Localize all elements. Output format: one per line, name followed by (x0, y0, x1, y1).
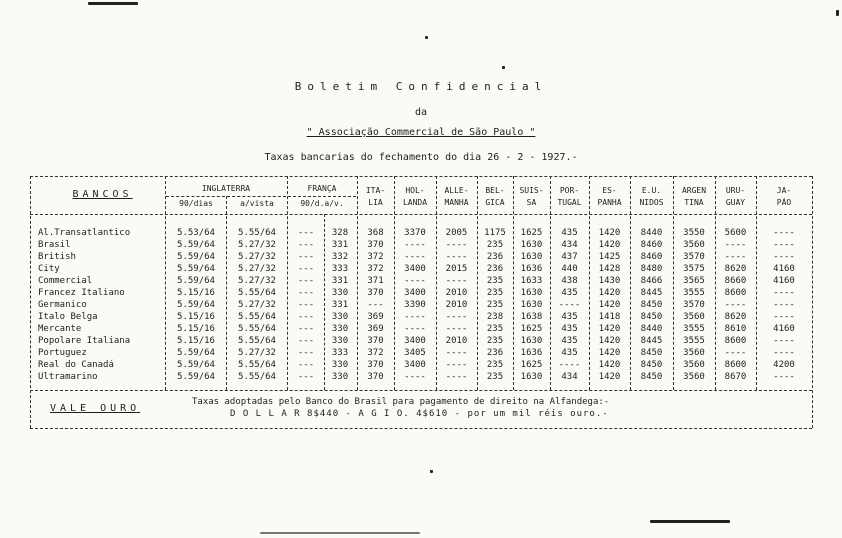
rate-cell: 1420 (598, 360, 621, 370)
rate-cell: 5.15/16 (177, 336, 215, 346)
rate-cell: 434 (561, 372, 578, 382)
rate-cell: 3560 (683, 372, 705, 382)
header-argentina: ARGEN (681, 186, 707, 195)
rate-cell: ---- (773, 372, 795, 382)
rate-cell: ---- (773, 288, 795, 298)
header-franca-sub: 90/d.a/v. (300, 199, 344, 208)
rate-cell: 235 (486, 300, 504, 310)
header-bancos: BANCOS (72, 190, 133, 200)
rate-cell: ---- (724, 252, 747, 262)
scan-edge-mark (650, 520, 730, 523)
rate-cell: 331 (331, 240, 349, 250)
column-divider (756, 176, 757, 390)
rate-cell: 372 (367, 264, 384, 274)
header-hespanha: ES- (602, 186, 617, 195)
rate-cell: ---- (445, 240, 468, 250)
rate-cell: 1636 (520, 264, 543, 274)
subheader-divider (288, 196, 356, 197)
rate-cell: 236 (486, 252, 504, 262)
rate-cell: 3400 (404, 336, 426, 346)
rate-cell: 372 (367, 348, 384, 358)
rate-cell: --- (297, 228, 315, 238)
rate-cell: 3555 (683, 288, 705, 298)
bank-name: Mercante (38, 324, 82, 334)
rate-cell: 435 (561, 288, 578, 298)
rate-cell: ---- (773, 336, 795, 346)
rate-cell: 370 (367, 288, 384, 298)
rate-cell: ---- (445, 360, 468, 370)
column-divider (589, 176, 590, 390)
table-body-border (30, 390, 812, 391)
rate-cell: 1418 (598, 312, 621, 322)
rate-cell: ---- (404, 312, 426, 322)
header-italia: ITA- (365, 186, 386, 195)
rate-cell: --- (297, 324, 315, 334)
rate-cell: ---- (445, 372, 468, 382)
rate-cell: 3405 (404, 348, 426, 358)
rate-cell: 8450 (640, 300, 663, 310)
rate-cell: 1630 (520, 372, 543, 382)
header-suissa-sub: SA (526, 198, 537, 207)
rate-cell: 235 (486, 372, 504, 382)
rates-subtitle: Taxas bancarias do fechamento do dia 26 - 2 - 1927.- (264, 152, 578, 163)
header-eu-sub: NIDOS (639, 198, 664, 207)
rate-cell: 5.27/32 (238, 276, 276, 286)
bank-name: Italo Belga (38, 312, 98, 322)
rate-cell: 372 (367, 252, 384, 262)
rate-cell: 330 (331, 336, 349, 346)
table-right-border (812, 176, 813, 428)
rate-cell: 333 (331, 264, 349, 274)
rate-cell: 2005 (445, 228, 468, 238)
rate-cell: 370 (367, 336, 384, 346)
header-japao: JA- (776, 186, 792, 195)
rate-cell: 368 (367, 228, 384, 238)
rate-cell: 5.15/16 (177, 312, 215, 322)
rate-cell: 236 (486, 264, 504, 274)
bank-name: Commercial (38, 276, 93, 286)
rate-cell: 5.59/64 (177, 264, 215, 274)
rate-cell: 2010 (445, 300, 468, 310)
rate-cell: 5.55/64 (238, 228, 276, 238)
rate-cell: 235 (486, 360, 504, 370)
rate-cell: --- (297, 252, 315, 262)
rate-cell: --- (297, 372, 315, 382)
rate-cell: 1636 (520, 348, 543, 358)
header-hespanha-sub: PANHA (597, 198, 622, 207)
rate-cell: --- (297, 264, 315, 274)
rate-cell: 1420 (598, 288, 621, 298)
rate-cell: 5.55/64 (238, 312, 276, 322)
rate-cell: 3370 (404, 228, 426, 238)
rate-cell: 8460 (640, 240, 663, 250)
rate-cell: 3555 (683, 336, 705, 346)
rate-cell: 440 (561, 264, 578, 274)
table-header-border (30, 214, 812, 215)
header-belgica-sub: GICA (485, 198, 505, 207)
rate-cell: 1630 (520, 336, 543, 346)
rate-cell: 435 (561, 348, 578, 358)
header-portugal-sub: TUGAL (557, 198, 582, 207)
vale-ouro-label: VALE OURO (50, 403, 141, 414)
table-top-border (30, 176, 812, 177)
rate-cell: ---- (445, 348, 468, 358)
header-hollanda: HOL- (405, 186, 425, 195)
rate-cell: 8660 (724, 276, 747, 286)
rate-cell: 330 (331, 372, 349, 382)
rate-cell: 3560 (683, 348, 705, 358)
rate-cell: 3560 (683, 360, 705, 370)
rate-cell: ---- (773, 228, 795, 238)
rate-cell: 8450 (640, 372, 663, 382)
bank-name: British (38, 252, 76, 262)
rate-cell: 435 (561, 324, 578, 334)
rate-cell: 4160 (773, 264, 795, 274)
header-eu: E.U. (641, 186, 662, 195)
rate-cell: 5.27/32 (238, 252, 276, 262)
header-italia-sub: LIA (368, 198, 383, 207)
rate-cell: 330 (331, 288, 349, 298)
rate-cell: 8445 (640, 288, 663, 298)
bank-name: Ultramarino (38, 372, 98, 382)
rate-cell: 435 (561, 228, 578, 238)
rate-cell: 5600 (724, 228, 747, 238)
rate-cell: 5.59/64 (177, 372, 215, 382)
header-uruguay-sub: GUAY (725, 198, 746, 207)
rate-cell: ---- (773, 252, 795, 262)
rate-cell: 8440 (640, 228, 663, 238)
da-label: da (414, 107, 428, 118)
bank-name: Germanico (38, 300, 87, 310)
rate-cell: 1420 (598, 324, 621, 334)
rate-cell: 5.15/16 (177, 324, 215, 334)
rate-cell: 371 (367, 276, 384, 286)
rate-cell: 1630 (520, 252, 543, 262)
table-bottom-border (30, 428, 812, 429)
rate-cell: 1625 (520, 228, 543, 238)
rate-cell: 332 (331, 252, 349, 262)
rate-cell: 5.27/32 (238, 264, 276, 274)
rate-cell: 235 (486, 324, 504, 334)
rate-cell: 8600 (724, 360, 747, 370)
rate-cell: 2010 (445, 336, 468, 346)
rate-cell: 331 (331, 276, 349, 286)
rate-cell: 1420 (598, 372, 621, 382)
rate-cell: 5.59/64 (177, 252, 215, 262)
rate-cell: 1420 (598, 228, 621, 238)
rate-cell: 1425 (598, 252, 621, 262)
rate-cell: 5.59/64 (177, 360, 215, 370)
rate-cell: 1633 (520, 276, 543, 286)
rate-cell: 333 (331, 348, 349, 358)
rate-cell: ---- (773, 348, 795, 358)
column-divider (357, 176, 358, 390)
header-allemanha: ALLE- (444, 186, 469, 195)
bank-name: Portuguez (38, 348, 87, 358)
rate-cell: ---- (445, 312, 468, 322)
rate-cell: 1420 (598, 336, 621, 346)
rate-cell: ---- (445, 324, 468, 334)
rate-cell: 3400 (404, 264, 426, 274)
rate-cell: 1420 (598, 300, 621, 310)
column-divider (715, 176, 716, 390)
rate-cell: ---- (445, 276, 468, 286)
rate-cell: ---- (724, 348, 747, 358)
header-portugal: POR- (559, 186, 580, 195)
header-hollanda-sub: LANDA (402, 198, 428, 207)
rate-cell: 5.15/16 (177, 288, 215, 298)
rate-cell: 8610 (724, 324, 747, 334)
rate-cell: 4160 (773, 276, 795, 286)
rate-cell: 5.55/64 (238, 360, 276, 370)
rate-cell: 3560 (683, 240, 705, 250)
bank-name: City (38, 264, 60, 274)
rate-cell: 2015 (445, 264, 468, 274)
rate-cell: 235 (486, 276, 504, 286)
rate-cell: --- (297, 288, 315, 298)
rate-cell: 1175 (484, 228, 506, 238)
scan-edge-mark (260, 532, 420, 534)
rate-cell: 330 (331, 324, 349, 334)
rate-cell: --- (367, 300, 384, 310)
rate-cell: 1638 (520, 312, 543, 322)
column-divider (436, 176, 437, 390)
rate-cell: 235 (486, 288, 504, 298)
header-allemanha-sub: MANHA (444, 198, 469, 207)
header-franca: FRANÇA (307, 184, 337, 193)
rate-cell: 5.27/32 (238, 300, 276, 310)
rate-cell: ---- (404, 252, 426, 262)
rate-cell: 5.27/32 (238, 348, 276, 358)
column-divider (394, 176, 395, 390)
rate-cell: 1625 (520, 324, 543, 334)
rate-cell: --- (297, 300, 315, 310)
rate-cell: 5.59/64 (177, 240, 215, 250)
column-divider (513, 176, 514, 390)
rate-cell: 4200 (773, 360, 795, 370)
footer-rates-note: Taxas adoptadas pelo Banco do Brasil para pagamento de direito na Alfandega:- (192, 397, 610, 407)
rate-cell: 435 (561, 312, 578, 322)
association-name: " Associação Commercial de São Paulo " (306, 127, 536, 138)
rate-cell: 8450 (640, 360, 663, 370)
rate-cell: 8600 (724, 288, 747, 298)
rate-cell: 8440 (640, 324, 663, 334)
rate-cell: 3575 (683, 264, 705, 274)
rate-cell: 1630 (520, 288, 543, 298)
scan-mark (88, 2, 138, 5)
rate-cell: 330 (331, 360, 349, 370)
rate-cell: 2010 (445, 288, 468, 298)
rate-cell: --- (297, 348, 315, 358)
rate-cell: 5.59/64 (177, 276, 215, 286)
header-suissa: SUIS- (519, 186, 544, 195)
rate-cell: ---- (724, 240, 747, 250)
rate-cell: 330 (331, 312, 349, 322)
rate-cell: 3570 (683, 300, 705, 310)
rate-cell: 3555 (683, 324, 705, 334)
rate-cell: 5.55/64 (238, 372, 276, 382)
rate-cell: 8466 (640, 276, 663, 286)
table-left-border (30, 176, 31, 428)
scan-speck (502, 66, 505, 69)
rate-cell: 331 (331, 300, 349, 310)
column-divider (630, 176, 631, 390)
footer-dollar-agio: D O L L A R 8$440 - A G I O. 4$610 - por um mil réis ouro.- (230, 409, 609, 419)
column-divider (477, 176, 478, 390)
rate-cell: ---- (445, 252, 468, 262)
rate-cell: 437 (561, 252, 578, 262)
rate-cell: --- (297, 360, 315, 370)
rate-cell: 8670 (724, 372, 747, 382)
rate-cell: ---- (773, 312, 795, 322)
column-divider (550, 176, 551, 390)
rate-cell: 5.59/64 (177, 348, 215, 358)
rate-cell: ---- (404, 372, 426, 382)
rate-cell: 235 (486, 336, 504, 346)
rate-cell: 3570 (683, 252, 705, 262)
rate-cell: 3565 (683, 276, 705, 286)
column-divider-sub (324, 214, 325, 390)
rate-cell: 3400 (404, 288, 426, 298)
rate-cell: 3390 (404, 300, 426, 310)
rate-cell: 5.55/64 (238, 324, 276, 334)
rate-cell: 8450 (640, 312, 663, 322)
column-divider-sub (226, 196, 227, 390)
rate-cell: 3400 (404, 360, 426, 370)
column-divider (673, 176, 674, 390)
rate-cell: 8620 (724, 264, 747, 274)
rate-cell: 1625 (520, 360, 543, 370)
rate-cell: 5.53/64 (177, 228, 215, 238)
rate-cell: 370 (367, 360, 384, 370)
rate-cell: 1630 (520, 240, 543, 250)
scan-speck (425, 36, 428, 39)
rate-cell: 8450 (640, 348, 663, 358)
rate-cell: 8480 (640, 264, 663, 274)
rate-cell: ---- (404, 276, 426, 286)
rate-cell: 8600 (724, 336, 747, 346)
rate-cell: 369 (367, 312, 384, 322)
rate-cell: ---- (404, 240, 426, 250)
rate-cell: 235 (486, 240, 504, 250)
subheader-divider (166, 196, 286, 197)
rate-cell: 435 (561, 336, 578, 346)
rate-cell: ---- (724, 300, 747, 310)
rate-cell: 370 (367, 372, 384, 382)
rate-cell: 238 (486, 312, 504, 322)
rate-cell: ---- (404, 324, 426, 334)
header-uruguay: URU- (725, 186, 746, 195)
rate-cell: 438 (561, 276, 578, 286)
rate-cell: 8445 (640, 336, 663, 346)
rate-cell: 8460 (640, 252, 663, 262)
rate-cell: ---- (773, 240, 795, 250)
bank-name: Popolare Italiana (38, 336, 131, 346)
rate-cell: ---- (773, 300, 795, 310)
rate-cell: 1430 (598, 276, 621, 286)
rate-cell: 1420 (598, 240, 621, 250)
rate-cell: ---- (558, 300, 581, 310)
rate-cell: 369 (367, 324, 384, 334)
rate-cell: 236 (486, 348, 504, 358)
header-japao-sub: PÃO (776, 198, 792, 207)
rate-cell: 434 (561, 240, 578, 250)
rate-cell: 4160 (773, 324, 795, 334)
rate-cell: 5.55/64 (238, 288, 276, 298)
bank-name: Brasil (38, 240, 71, 250)
rate-cell: --- (297, 276, 315, 286)
rate-cell: 5.59/64 (177, 300, 215, 310)
header-argentina-sub: TINA (684, 198, 704, 207)
header-inglaterra: INGLATERRA (201, 184, 251, 193)
rate-cell: --- (297, 336, 315, 346)
header-inglaterra-avista: a/vista (240, 199, 274, 208)
rate-cell: 8620 (724, 312, 747, 322)
rate-cell: --- (297, 240, 315, 250)
rate-cell: 328 (331, 228, 349, 238)
rate-cell: 5.55/64 (238, 336, 276, 346)
header-inglaterra-90dias: 90/dias (179, 199, 213, 208)
bank-name: Real do Canadá (38, 360, 114, 370)
rate-cell: 370 (367, 240, 384, 250)
bank-name: Al.Transatlantico (38, 228, 131, 238)
rate-cell: --- (297, 312, 315, 322)
rate-cell: 3560 (683, 312, 705, 322)
bank-name: Francez Italiano (38, 288, 125, 298)
scan-speck (430, 470, 433, 473)
rate-cell: 1428 (598, 264, 621, 274)
rate-cell: 3550 (683, 228, 705, 238)
rate-cell: ---- (558, 360, 581, 370)
scan-speck (836, 10, 839, 16)
rate-cell: 1420 (598, 348, 621, 358)
header-belgica: BEL- (485, 186, 505, 195)
bulletin-title: Boletim Confidencial (294, 80, 548, 93)
rate-cell: 1630 (520, 300, 543, 310)
rate-cell: 5.27/32 (238, 240, 276, 250)
